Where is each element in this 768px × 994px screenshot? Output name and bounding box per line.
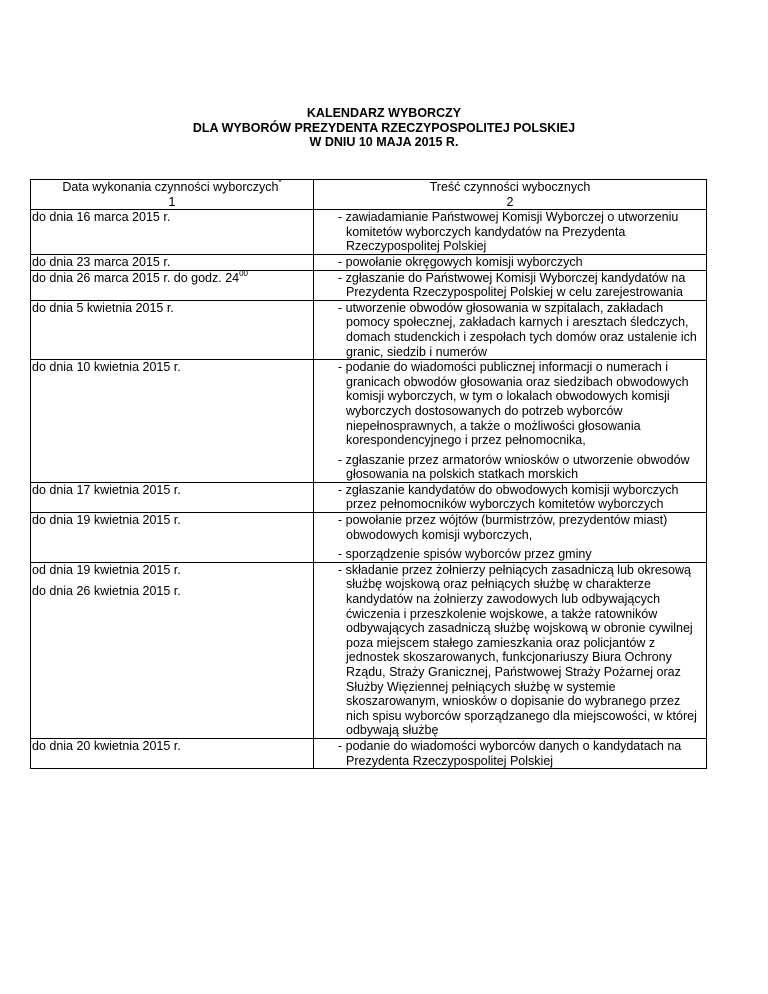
table-row — [31, 482, 707, 512]
activity-item: - podanie do wiadomości publicznej informacji o numerach i granicach obwodów głosowania oraz siedzibach obwodowych komisji wyborczych, w tym o lokalach obwodowych komisji wyborczych dostosowanych do potrzeb wyborców niepełnosprawnych, a także o możliwości głosowania korespondencyjnego i przez pełnomocnika, — [338, 360, 689, 448]
activity-item: - zawiadamianie Państwowej Komisji Wyborczej o utworzeniu komitetów wyborczych kandydatów na Prezydenta Rzeczypospolitej Polskiej — [338, 210, 679, 254]
title-line-1: KALENDARZ WYBORCZY — [306, 106, 462, 120]
table-body — [31, 180, 707, 769]
date-text-end: do dnia 26 kwietnia 2015 r. — [32, 584, 181, 599]
content-cell — [314, 360, 707, 483]
footnote-mark: * — [278, 178, 282, 187]
date-text: do dnia 26 marca 2015 r. do godz. 24 — [32, 270, 240, 285]
date-cell — [31, 270, 314, 300]
title-line-3: W DNIU 10 MAJA 2015 R. — [309, 135, 459, 149]
table-row — [31, 270, 707, 300]
date-cell — [31, 210, 314, 255]
date-cell — [31, 360, 314, 483]
table-header-row — [31, 180, 707, 210]
activity-item: - podanie do wiadomości wyborców danych o kandydatach na Prezydenta Rzeczypospolitej Polskiej — [338, 738, 682, 768]
time-superscript: 00 — [239, 268, 248, 278]
activity-item: - powołanie okręgowych komisji wyborczych — [338, 254, 583, 269]
activity-item: - składanie przez żołnierzy pełniących zasadniczą lub okresową służbę wojskową oraz pełniących służbę w charakterze kandydatów na żołnierzy zawodowych lub odbywających ćwiczenia i przeszkolenie wojskowe, a także ratowników odbywających zasadniczą służbę wojskową w obronie cywilnej poza miejscem stałego zamieszkania oraz policjantów z jednostek skoszarowanych, funkcjonariuszy Biura Ochrony Rządu, Straży Granicznej, Państwowej Straży Pożarnej oraz Służby Więziennej pełniących służbę w systemie skoszarowanym, wniosków o dopisanie do wybranego przez nich spisu wyborców sporządzanego dla miejscowości, w której odbywają służbę — [338, 562, 697, 738]
content-cell — [314, 300, 707, 359]
column-number-2: 2 — [506, 194, 514, 209]
date-text: do dnia 16 marca 2015 r. — [32, 210, 171, 225]
date-text: do dnia 19 kwietnia 2015 r. — [32, 513, 181, 528]
document-title — [0, 106, 768, 150]
title-line-2: DLA WYBORÓW PREZYDENTA RZECZYPOSPOLITEJ POLSKIEJ — [192, 120, 576, 135]
content-cell — [314, 562, 707, 738]
date-cell — [31, 562, 314, 738]
activity-item: - utworzenie obwodów głosowania w szpitalach, zakładach pomocy społecznej, zakładach karnych i aresztach śledczych, domach studenckich i zespołach tych domów oraz ustalenie ich granic, siedzib i numerów — [338, 300, 697, 359]
table-row — [31, 513, 707, 563]
column-header-date — [31, 180, 314, 210]
date-cell — [31, 482, 314, 512]
date-text: od dnia 19 kwietnia 2015 r. — [32, 562, 181, 577]
table-row — [31, 254, 707, 270]
column-number-1: 1 — [168, 194, 176, 209]
content-cell — [314, 254, 707, 270]
date-text: do dnia 10 kwietnia 2015 r. — [32, 360, 181, 375]
table-row — [31, 360, 707, 483]
content-cell — [314, 210, 707, 255]
date-text: do dnia 23 marca 2015 r. — [32, 254, 171, 269]
date-text: do dnia 20 kwietnia 2015 r. — [32, 738, 181, 753]
column-header-content — [314, 180, 707, 210]
activity-item: - zgłaszanie przez armatorów wniosków o utworzenie obwodów głosowania na polskich statkach morskich — [338, 452, 690, 482]
table-row — [31, 738, 707, 768]
activity-item: - zgłaszanie kandydatów do obwodowych komisji wyborczych przez pełnomocników wyborczych komitetów wyborczych — [338, 482, 679, 512]
activity-item: - sporządzenie spisów wyborców przez gminy — [338, 547, 592, 562]
table-row — [31, 210, 707, 255]
column-header-content-label: Treść czynności wybocznych — [429, 180, 591, 194]
date-text: do dnia 5 kwietnia 2015 r. — [32, 300, 174, 315]
date-text: do dnia 17 kwietnia 2015 r. — [32, 482, 181, 497]
table-row — [31, 562, 707, 738]
election-calendar-table — [30, 179, 707, 769]
content-cell — [314, 270, 707, 300]
date-cell — [31, 513, 314, 563]
activity-item: - powołanie przez wójtów (burmistrzów, prezydentów miast) obwodowych komisji wyborczych, — [338, 513, 668, 542]
table-row — [31, 300, 707, 359]
date-cell — [31, 254, 314, 270]
content-cell — [314, 513, 707, 563]
content-cell — [314, 482, 707, 512]
date-cell — [31, 738, 314, 768]
activity-item: - zgłaszanie do Państwowej Komisji Wyborczej kandydatów na Prezydenta Rzeczypospolitej Polskiej w celu zarejestrowania — [338, 270, 686, 300]
date-cell — [31, 300, 314, 359]
content-cell — [314, 738, 707, 768]
column-header-date-label: Data wykonania czynności wyborczych — [62, 180, 279, 194]
